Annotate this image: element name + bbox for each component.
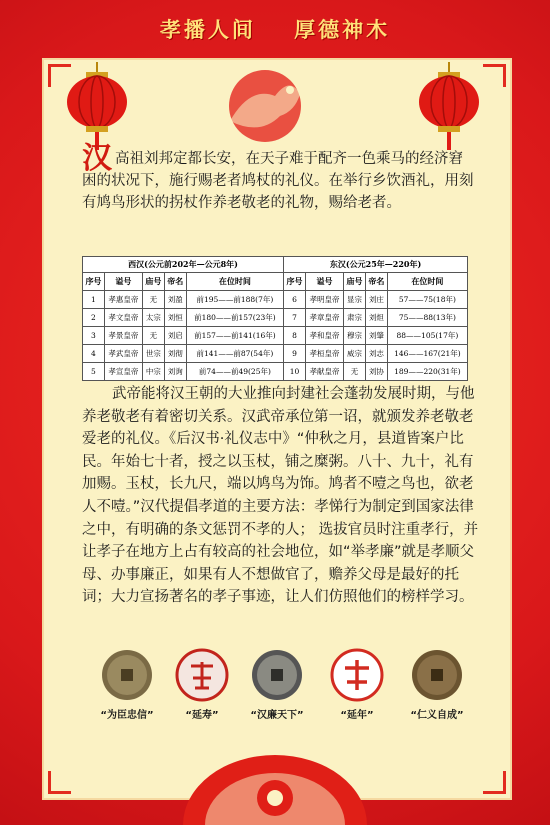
table-cell: 9	[284, 345, 306, 363]
table-cell: 57——75(18年)	[387, 291, 467, 309]
table-cell: 前157——前141(16年)	[186, 327, 283, 345]
coin-caption: “为臣忠信”	[100, 710, 154, 721]
flower-papercut-icon	[180, 728, 370, 825]
table-cell: 189——220(31年)	[387, 363, 467, 381]
bronze-coin-icon	[250, 648, 304, 702]
table-cell: 孝桓皇帝	[306, 345, 344, 363]
bronze-coin-icon	[100, 648, 154, 702]
col-header: 谥号	[306, 273, 344, 291]
table-cell: 75——88(13年)	[387, 309, 467, 327]
emperor-table	[82, 256, 468, 381]
table-row	[83, 363, 468, 381]
coin-caption: “延寿”	[185, 710, 219, 721]
table-cell: 5	[83, 363, 105, 381]
title-left: 孝播人间	[159, 17, 256, 42]
table-cell: 刘肇	[365, 327, 387, 345]
table-cell: 孝献皇帝	[306, 363, 344, 381]
table-cell: 刘盈	[164, 291, 186, 309]
col-header: 在位时间	[186, 273, 283, 291]
col-header: 在位时间	[387, 273, 467, 291]
table-cell: 刘启	[164, 327, 186, 345]
col-header: 庙号	[344, 273, 366, 291]
table-cell: 8	[284, 327, 306, 345]
table-cell: 太宗	[142, 309, 164, 327]
table-cell: 孝和皇帝	[306, 327, 344, 345]
corner-ornament	[483, 64, 506, 87]
table-cell: 146——167(21年)	[387, 345, 467, 363]
table-cell: 刘询	[164, 363, 186, 381]
table-cell: 刘志	[365, 345, 387, 363]
table-cell: 10	[284, 363, 306, 381]
intro-first-char: 汉	[82, 141, 112, 176]
table-cell: 世宗	[142, 345, 164, 363]
table-row	[83, 327, 468, 345]
table-cell: 威宗	[344, 345, 366, 363]
table-cell: 刘庄	[365, 291, 387, 309]
table-cell: 孝文皇帝	[104, 309, 142, 327]
body-paragraph: 武帝能将汉王朝的大业推向封建社会蓬勃发展时期，与他养老敬老有着密切关系。汉武帝承位第一诏，就颁发养老敬老爱老的礼仪。《后汉书·礼仪志中》“仲秋之月，县道皆案户比民。年始七十者，授之以玉杖，铺之糜粥。八十、九十，礼有加赐。玉杖，长九尺，端以鸠鸟为饰。鸠者不噎之鸟也，欲老人不噎。”汉代提倡孝道的主要方法：孝悌行为制定到国家法律之中，有明确的条文惩罚不孝的人； 选拔官员时注重孝行，并让孝子在地方上占有较高的社会地位，如“举孝廉”就是孝顺父母、办事廉正，如果有人不想做官了，赡养父母是最好的托词；大力宣扬著名的孝子事迹，让人们仿照他们的榜样学习。	[82, 386, 479, 606]
col-header: 序号	[284, 273, 306, 291]
table-cell: 4	[83, 345, 105, 363]
table-cell: 孝景皇帝	[104, 327, 142, 345]
table-cell: 6	[284, 291, 306, 309]
table-cell: 显宗	[344, 291, 366, 309]
table-cell: 孝惠皇帝	[104, 291, 142, 309]
coin-caption: “仁义自成”	[410, 710, 464, 721]
coin-caption: “汉廉天下”	[250, 710, 304, 721]
table-cell: 88——105(17年)	[387, 327, 467, 345]
lantern-icon	[414, 62, 484, 152]
table-cell: 2	[83, 309, 105, 327]
table-cell: 前141——前87(54年)	[186, 345, 283, 363]
col-header: 庙号	[142, 273, 164, 291]
table-cell: 孝章皇帝	[306, 309, 344, 327]
table-cell: 3	[83, 327, 105, 345]
page-title	[0, 14, 550, 50]
table-cell: 穆宗	[344, 327, 366, 345]
table-body	[83, 291, 468, 381]
intro-paragraph	[82, 141, 477, 214]
table-cell: 1	[83, 291, 105, 309]
table-cell: 前74——前49(25年)	[186, 363, 283, 381]
col-header: 帝名	[164, 273, 186, 291]
bronze-coin-icon	[410, 648, 464, 702]
seal-icon	[175, 648, 229, 702]
table-row	[83, 345, 468, 363]
table-cell: 中宗	[142, 363, 164, 381]
col-header: 帝名	[365, 273, 387, 291]
table-cell: 孝明皇帝	[306, 291, 344, 309]
table-cell: 前195——前188(7年)	[186, 291, 283, 309]
corner-ornament	[48, 771, 71, 794]
west-han-title: 西汉(公元前202年—公元8年)	[83, 257, 284, 273]
table-cell: 刘彻	[164, 345, 186, 363]
table-cell: 前180——前157(23年)	[186, 309, 283, 327]
title-right: 厚德神木	[294, 17, 391, 42]
intro-text: 高祖刘邦定都长安，在天子难于配齐一色乘马的经济窘困的状况下，施行赐老者鸠杖的礼仪。在举行乡饮酒礼，用刻有鸠鸟形状的拐杖作养老敬老的礼物，赐给老者。	[82, 151, 474, 211]
table-cell: 无	[142, 291, 164, 309]
rooster-papercut-icon	[190, 66, 340, 146]
table-cell: 7	[284, 309, 306, 327]
col-header: 谥号	[104, 273, 142, 291]
table-row	[83, 291, 468, 309]
table-cell: 孝宣皇帝	[104, 363, 142, 381]
table-cell: 刘炟	[365, 309, 387, 327]
coin-caption: “延年”	[340, 710, 374, 721]
table-cell: 孝武皇帝	[104, 345, 142, 363]
seal-icon	[330, 648, 384, 702]
lantern-icon	[62, 62, 132, 152]
table-row	[83, 309, 468, 327]
table-cell: 刘协	[365, 363, 387, 381]
corner-ornament	[483, 771, 506, 794]
table-header-row	[83, 273, 468, 291]
east-han-title: 东汉(公元25年—220年)	[284, 257, 468, 273]
table-cell: 无	[344, 363, 366, 381]
table-cell: 肃宗	[344, 309, 366, 327]
table-cell: 刘恒	[164, 309, 186, 327]
table-cell: 无	[142, 327, 164, 345]
col-header: 序号	[83, 273, 105, 291]
